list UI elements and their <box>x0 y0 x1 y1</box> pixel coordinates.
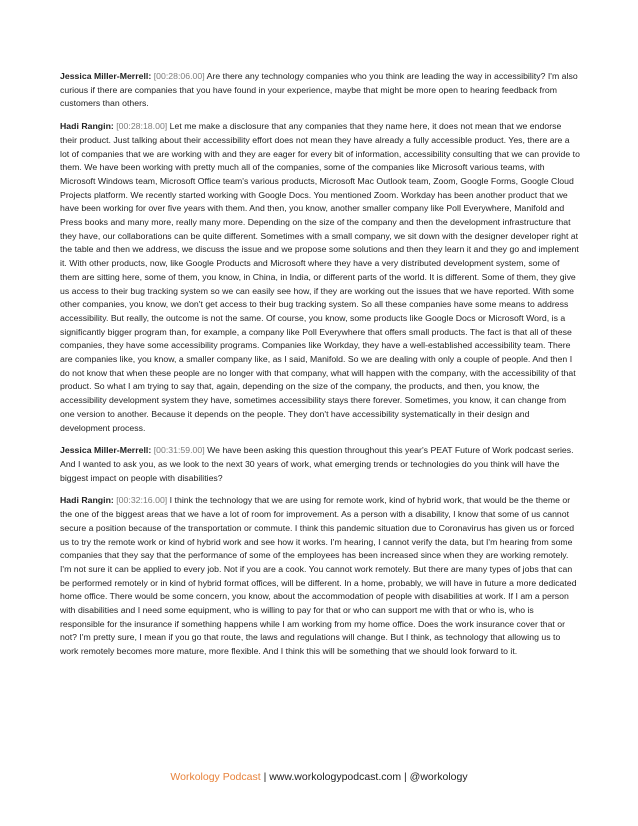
transcript-paragraph <box>60 70 580 111</box>
transcript-paragraph <box>60 120 580 435</box>
page-footer <box>0 771 638 783</box>
transcript-paragraph <box>60 494 580 658</box>
transcript-text: Are there any technology companies who you think are leading the way in accessibility? I'm also curious if there are companies that you have found in your experience, maybe that might be more open to hearing feedback from customers than others. <box>60 71 578 109</box>
footer-url-link[interactable]: www.workologypodcast.com <box>269 771 402 783</box>
speaker-name: Hadi Rangin: <box>60 495 114 506</box>
transcript-text: We have been asking this question throughout this year's PEAT Future of Work podcast series. And I wanted to ask you, as we look to the next 30 years of work, what emerging trends or technologies do you think will have the biggest impact on people with disabilities? <box>60 445 574 483</box>
timestamp: [00:32:16.00] <box>116 495 168 506</box>
transcript-paragraph <box>60 444 580 485</box>
timestamp: [00:28:06.00] <box>153 71 205 81</box>
footer-handle-link[interactable]: @workology <box>409 771 468 783</box>
transcript-body <box>60 70 580 668</box>
footer-separator: | <box>401 771 410 783</box>
timestamp: [00:31:59.00] <box>153 445 205 456</box>
transcript-text: Let me make a disclosure that any companies that they name here, it does not mean that we endorse their product. Just talking about their accessibility effort does not mean they have already a fully accessible product. Yes, there are a lot of companies that we are working with and they are eager for every bit of information, accessibility consulting that we can provide to them. We have been working with pretty much all of the companies, some of the companies like Microsoft various teams, with Microsoft Windows team, Microsoft Office team's various products, Microsoft Mac Outlook team, Zoom, Google Forms, Google Cloud Projects platform. We recently started working with Google Docs. You mentioned Zoom. Workday has been another product that we have been working for over five years with them. And then, you know, another smaller company like Poll Everywhere, Manifold and Press books and many more, really many more. Depending on the size of the company and then the development infrastructure that they have, our collaborations can be quite different. Sometimes with a small company, we sit down with the designer developer right at the table and then we address, we discuss the issue and we propose some solutions and then they learn it and they go and implement it. With other products, now, like Google Products and Microsoft where they have a very distributed development system, some of them are sitting here, some of them, you know, in China, in India, or different parts of the world. It is different. Some of them, they give us access to their bug tracking system so we can easily see how, if they are working out the issues that we have reported. With some other companies, you know, we don't get access to their bug tracking system. So all these companies have some means to address accessibility. But really, the outcome is not the same. Of course, you know, some products like Google Docs or Microsoft Word, is a significantly bigger program than, for example, a company like Poll Everywhere that offers small products. The fact is that all of these companies, they have some accessibility programs. Companies like Workday, they have a well-established accessibility team. There are companies like, you know, a smaller company like, as I said, Manifold. So we are dealing with only a couple of people. And then I do not know that when these people are no longer with that company, what will happen with the company, with the accessibility of that product. So what I am trying to say that, again, depending on the size of the company, the products, and then, you know, the accessibility development system they have, sometimes accessibility stays there forever. Sometimes, you know, it can change from one version to another. Because it depends on the people. They don't have accessibility systematically in their design and development process. <box>60 121 580 433</box>
transcript-text: I think the technology that we are using for remote work, kind of hybrid work, that would be the theme or the one of the biggest areas that we have a lot of room for improvement. As a person with a disability, I know that some of us cannot secure a position because of the transportation or commute. I think this pandemic situation due to Coronavirus has given us or forced us to try the remote work or kind of hybrid work and see how it works. I'm hearing, I cannot verify the data, but I'm hearing from some companies that they say that the performance of some of the employees has been increased since when they are working remotely. I'm not sure it can be applied to every job. Not if you are a cook. You cannot work remotely. But there are many types of jobs that can be performed remotely or in kind of hybrid format offices, will be different. In a home, probably, we will have in future a more dedicated home office. There would be some concern, you know, about the accommodation of people with disabilities at work. If I am a person with disabilities and I need some equipment, who is willing to pay for that or who can support me with that or who is, who is responsible for the insurance if something happens while I am working from my home office. Does the work insurance cover that or not? I'm pretty sure, I mean if you go that route, the laws and regulations will change. But I think, as technology that allowing us to work remotely becomes more mature, more flexible. And I think this will be something that we should look forward to it. <box>60 495 577 657</box>
speaker-name: Jessica Miller-Merrell: <box>60 71 152 81</box>
timestamp: [00:28:18.00] <box>116 121 168 132</box>
speaker-name: Jessica Miller-Merrell: <box>60 445 152 456</box>
footer-separator: | <box>260 771 270 783</box>
speaker-name: Hadi Rangin: <box>60 121 114 132</box>
footer-brand-link[interactable]: Workology Podcast <box>170 771 261 783</box>
